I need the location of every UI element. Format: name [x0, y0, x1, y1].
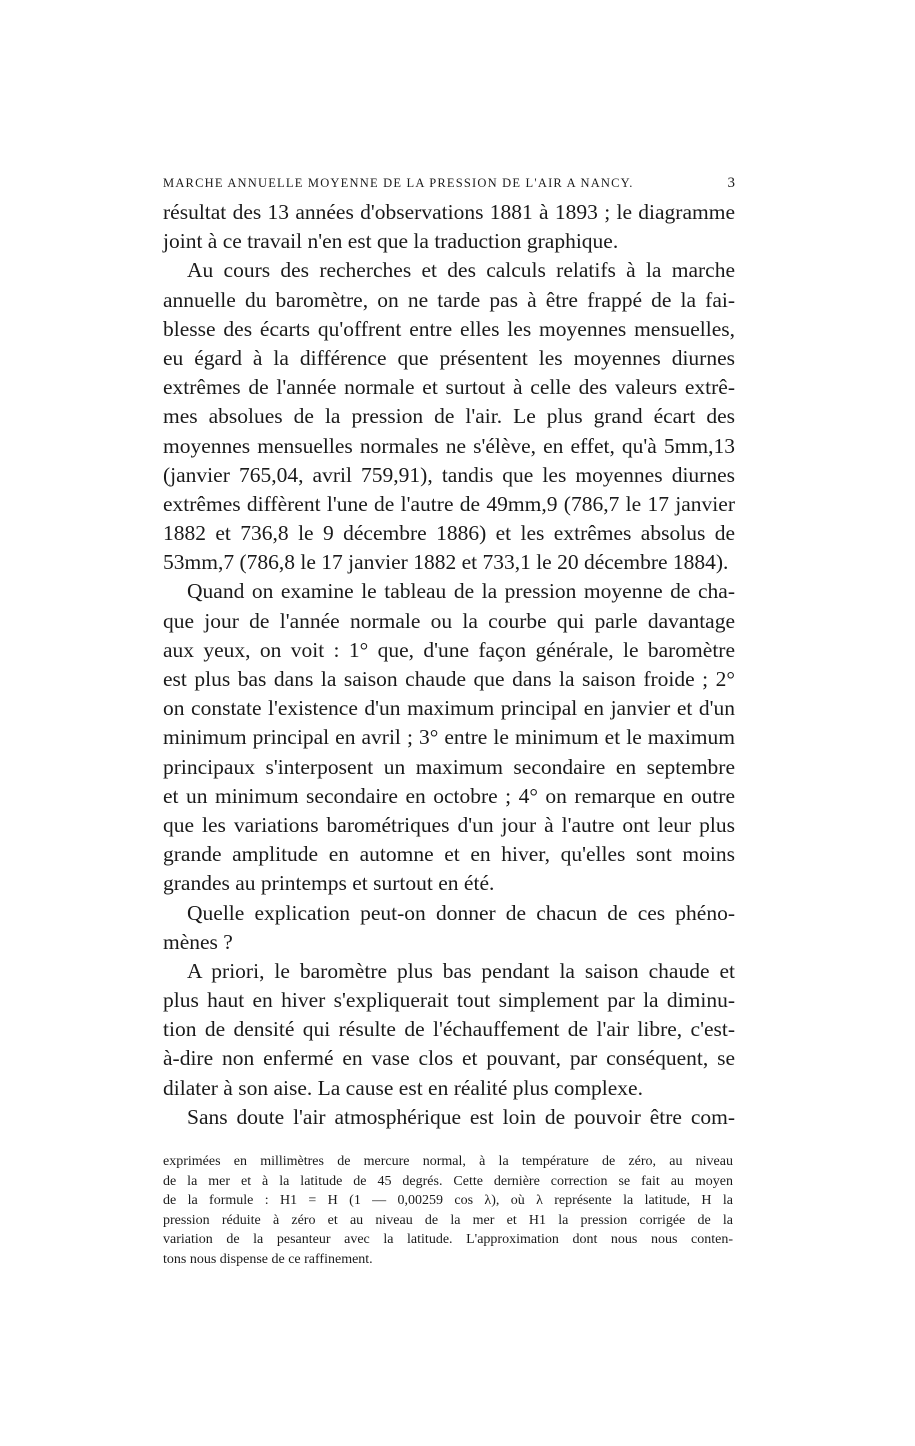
text-line: grande amplitude en automne et en hiver, qu'elles sont moins	[163, 842, 735, 867]
text-line: A priori, le baromètre plus bas pendant la saison chaude et	[187, 958, 735, 983]
text-line: joint à ce travail n'en est que la traduction graphique.	[163, 229, 619, 254]
text-line: Sans doute l'air atmosphérique est loin de pouvoir être com-	[187, 1104, 735, 1129]
text-line: (janvier 765,04, avril 759,91), tandis que les moyennes diurnes	[163, 462, 735, 487]
footnote-line: de la formule : H1 = H (1 — 0,00259 cos λ), où λ représente la latitude, H la	[163, 1193, 733, 1209]
paragraph	[163, 899, 735, 957]
text-line: on constate l'existence d'un maximum principal en janvier et d'un	[163, 696, 735, 721]
text-line: eu égard à la différence que présentent les moyennes diurnes	[163, 345, 735, 370]
text-line: mes absolues de la pression de l'air. Le plus grand écart des	[163, 404, 735, 429]
text-line: tion de densité qui résulte de l'échauffement de l'air libre, c'est-	[163, 1017, 735, 1042]
paragraph	[163, 198, 735, 256]
text-line: extrêmes de l'année normale et surtout à celle des valeurs extrê-	[163, 375, 735, 400]
text-line: principaux s'interposent un maximum secondaire en septembre	[163, 754, 735, 779]
footnote-line: exprimées en millimètres de mercure normal, à la température de zéro, au niveau	[163, 1154, 733, 1169]
text-line: 53mm,7 (786,8 le 17 janvier 1882 et 733,1 le 20 décembre 1884).	[163, 550, 729, 575]
text-line: annuelle du baromètre, on ne tarde pas à être frappé de la fai-	[163, 287, 735, 312]
text-line: résultat des 13 années d'observations 1881 à 1893 ; le diagramme	[163, 200, 735, 224]
text-line: et un minimum secondaire en octobre ; 4° on remarque en outre	[163, 783, 735, 808]
running-title: MARCHE ANNUELLE MOYENNE DE LA PRESSION DE L'AIR A NANCY.	[163, 176, 634, 190]
footnote-line: de la mer et à la latitude de 45 degrés. Cette dernière correction se fait au moyen	[163, 1173, 733, 1189]
text-line: que les variations barométriques d'un jour à l'autre ont leur plus	[163, 812, 735, 837]
body-text	[163, 198, 735, 1132]
text-line: moyennes mensuelles normales ne s'élève, en effet, qu'à 5mm,13	[163, 433, 735, 458]
paragraph	[163, 957, 735, 1103]
footnote-line: tons nous dispense de ce raffinement.	[163, 1251, 373, 1267]
page-number: 3	[727, 175, 735, 191]
paragraph	[163, 1103, 735, 1132]
text-line: est plus bas dans la saison chaude que dans la saison froide ; 2°	[163, 667, 735, 691]
text-line: dilater à son aise. La cause est en réalité plus complexe.	[163, 1075, 643, 1100]
page-content	[163, 174, 735, 1132]
text-line: que jour de l'année normale ou la courbe qui parle davantage	[163, 608, 735, 633]
text-line: Au cours des recherches et des calculs relatifs à la marche	[187, 258, 735, 283]
running-header	[163, 174, 735, 192]
text-line: minimum principal en avril ; 3° entre le minimum et le maximum	[163, 725, 735, 750]
text-line: plus haut en hiver s'expliquerait tout simplement par la diminu-	[163, 988, 735, 1013]
footnote-line: pression réduite à zéro et au niveau de la mer et H1 la pression corrigée de la	[163, 1212, 733, 1228]
footnote-line: variation de la pesanteur avec la latitude. L'approximation dont nous nous conten-	[163, 1232, 733, 1248]
text-line: 1882 et 736,8 le 9 décembre 1886) et les extrêmes absolus de	[163, 521, 735, 546]
text-line: grandes au printemps et surtout en été.	[163, 871, 495, 896]
text-line: extrêmes diffèrent l'une de l'autre de 49mm,9 (786,7 le 17 janvier	[163, 491, 735, 516]
text-line: mènes ?	[163, 929, 233, 954]
paragraph	[163, 256, 735, 577]
text-line: aux yeux, on voit : 1° que, d'une façon générale, le baromètre	[163, 637, 735, 662]
text-line: blesse des écarts qu'offrent entre elles les moyennes mensuelles,	[163, 316, 735, 341]
text-line: Quand on examine le tableau de la pression moyenne de cha-	[187, 579, 735, 604]
footnote	[163, 1152, 733, 1270]
text-line: Quelle explication peut-on donner de chacun de ces phéno-	[187, 900, 735, 925]
text-line: à-dire non enfermé en vase clos et pouvant, par conséquent, se	[163, 1046, 735, 1071]
paragraph	[163, 577, 735, 898]
